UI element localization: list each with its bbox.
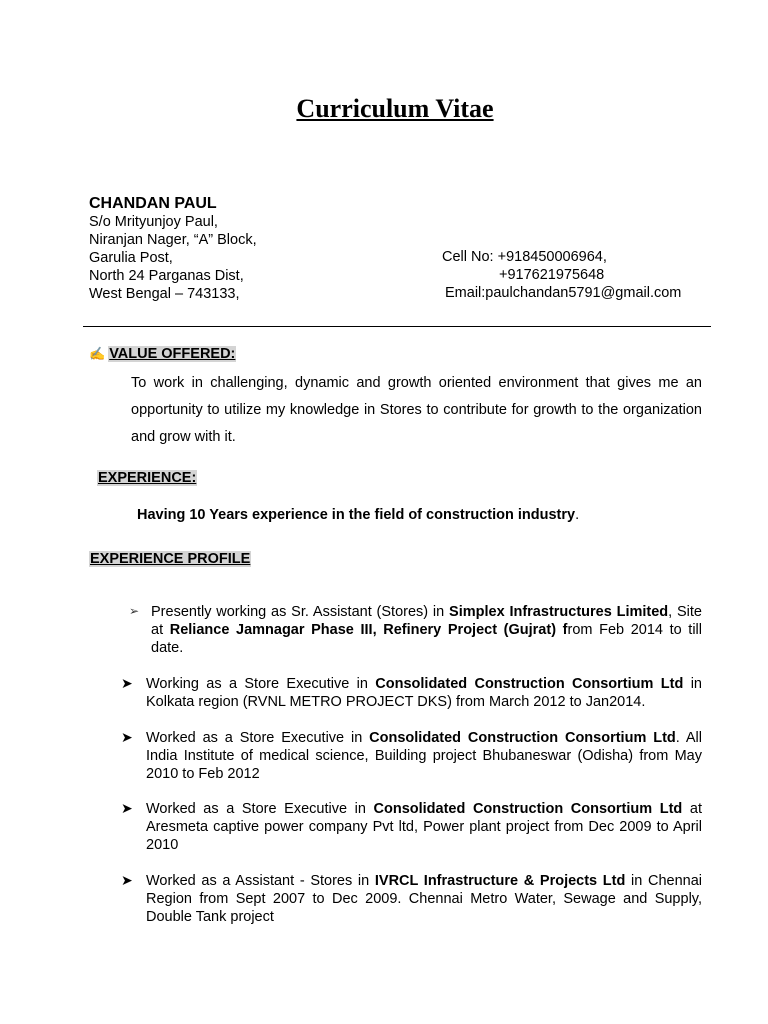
item-company: Simplex Infrastructures Limited [449, 604, 669, 620]
arrow-bullet-icon: ➤ [121, 675, 133, 691]
value-offered-heading [89, 346, 236, 362]
experience-heading-text: EXPERIENCE: [98, 470, 197, 486]
item-company: Consolidated Construction Consortium Ltd [369, 730, 676, 746]
address-line: West Bengal – 743133, [89, 286, 240, 302]
address-line: Niranjan Nager, “A” Block, [89, 232, 257, 248]
experience-profile-heading [89, 551, 251, 567]
item-company: IVRCL Infrastructure & Projects Ltd [374, 873, 626, 889]
experience-summary-bold: Having 10 Years experience in the field of construction industry [137, 507, 576, 523]
item-text: Worked as a Assistant - Stores in [146, 873, 375, 889]
item-text: Presently working as Sr. Assistant (Stores) in [151, 604, 450, 620]
experience-summary-end: . [575, 507, 580, 523]
document-title: Curriculum Vitae [296, 94, 494, 123]
experience-profile-heading-text: EXPERIENCE PROFILE [90, 551, 251, 567]
value-offered-text: To work in challenging, dynamic and growth oriented environment that gives me an opportunity to utilize my knowledge in Stores to contribute for growth to the organization and grow with it. [131, 375, 702, 445]
item-text: in Chennai Region from Sept 2007 to Dec 2009. Chennai Metro Water, Sewage and Supply, Double Tank project [146, 873, 703, 925]
horizontal-divider [83, 326, 711, 327]
value-offered-heading-text: VALUE OFFERED: [109, 346, 236, 362]
list-item [146, 800, 702, 854]
address-block [89, 213, 257, 303]
item-text: in Kolkata region (RVNL METRO PROJECT DKS) from March 2012 to Jan2014. [146, 676, 702, 710]
item-text: , Site at [151, 604, 703, 638]
item-text: Working as a Store Executive in [146, 676, 376, 692]
item-text: . All India Institute of medical science, Building project Bhubaneswar (Odisha) from May 2010 to Feb 2012 [146, 730, 702, 782]
arrow-bullet-icon: ➢ [129, 604, 140, 618]
arrow-bullet-icon: ➤ [121, 729, 133, 745]
list-item [146, 872, 702, 926]
list-item [151, 603, 702, 657]
list-item [146, 675, 702, 711]
cell-number-primary: Cell No: +918450006964, [442, 249, 607, 265]
item-text: Worked as a Store Executive in [146, 730, 370, 746]
item-project: Reliance Jamnagar Phase III, Refinery Project (Gujrat) f [169, 622, 568, 638]
experience-summary [137, 507, 579, 523]
experience-heading [97, 470, 197, 486]
item-company: Consolidated Construction Consortium Ltd [373, 801, 683, 817]
writing-hand-icon: ✍ [89, 346, 106, 361]
email-line: Email:paulchandan5791@gmail.com [445, 285, 682, 301]
item-text: Worked as a Store Executive in [146, 801, 374, 817]
list-item [146, 729, 702, 783]
cell-number-secondary: +917621975648 [499, 267, 605, 283]
item-text: rom Feb 2014 to till date. [151, 622, 702, 656]
item-company: Consolidated Construction Consortium Ltd [375, 676, 684, 692]
item-text: at Aresmeta captive power company Pvt ltd, Power plant project from Dec 2009 to April 2010 [146, 801, 702, 853]
address-line: Garulia Post, [89, 250, 173, 266]
arrow-bullet-icon: ➤ [121, 800, 133, 816]
address-line: S/o Mrityunjoy Paul, [89, 214, 218, 230]
arrow-bullet-icon: ➤ [121, 872, 133, 888]
candidate-name: CHANDAN PAUL [89, 195, 217, 212]
address-line: North 24 Parganas Dist, [89, 268, 244, 284]
